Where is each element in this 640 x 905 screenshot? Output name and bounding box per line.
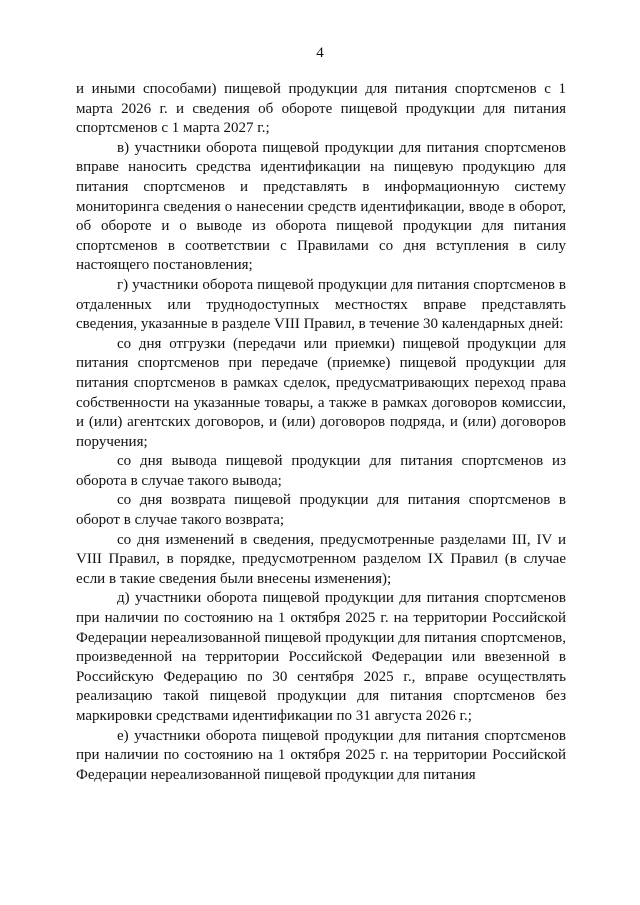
paragraph-item-g: г) участники оборота пищевой продукции для питания спортсменов в отдаленных или труднодоступных местностях вправе представлять сведения, указанные в разделе VIII Правил, в течение 30 календарных дней: bbox=[76, 276, 566, 333]
paragraph-item-d: д) участники оборота пищевой продукции для питания спортсменов при наличии по состоянию на 1 октября 2025 г. на территории Российской Федерации нереализованной пищевой продукции для питания спортсменов, произведенной на территории Российской Федерации или ввезенной в Российскую Федерацию по 30 сентября 2025 г., вправе осуществлять реализацию такой пищевой продукции для питания спортсменов без маркировки средствами идентификации по 31 августа 2026 г.; bbox=[76, 590, 566, 724]
paragraph-item-v: в) участники оборота пищевой продукции для питания спортсменов вправе наносить средства идентификации на пищевую продукцию для питания спортсменов и представлять в информационную систему мониторинга сведения о нанесении средств идентификации, вводе в оборот, об обороте и о выводе из оборота пищевой продукции для питания спортсменов в соответствии с Правилами со дня вступления в силу настоящего постановления; bbox=[76, 139, 566, 274]
document-body bbox=[76, 80, 566, 785]
paragraph-withdrawal-day: со дня вывода пищевой продукции для питания спортсменов из оборота в случае такого вывода; bbox=[76, 453, 566, 489]
paragraph-return-day: со дня возврата пищевой продукции для питания спортсменов в оборот в случае такого возврата; bbox=[76, 492, 566, 529]
paragraph-continuation: и иными способами) пищевой продукции для питания спортсменов с 1 марта 2026 г. и сведения об обороте пищевой продукции для питания спортсменов с 1 марта 2027 г.; bbox=[76, 81, 566, 137]
page-number: 4 bbox=[316, 45, 324, 61]
paragraph-shipment-day: со дня отгрузки (передачи или приемки) пищевой продукции для питания спортсменов при передаче (приемке) пищевой продукции для питания спортсменов в рамках сделок, предусматривающих переход права собственности на указанные товары, а также в рамках договоров комиссии, и (или) агентских договоров, и (или) договоров подряда, и (или) договоров поручения; bbox=[76, 335, 566, 450]
paragraph-changes-day: со дня изменений в сведения, предусмотренные разделами III, IV и VIII Правил, в порядке, предусмотренном разделом IX Правил (в случае если в такие сведения были внесены изменения); bbox=[76, 531, 566, 587]
paragraph-item-e: е) участники оборота пищевой продукции для питания спортсменов при наличии по состоянию на 1 октября 2025 г. на территории Российской Федерации нереализованной пищевой продукции для питания bbox=[76, 727, 566, 783]
